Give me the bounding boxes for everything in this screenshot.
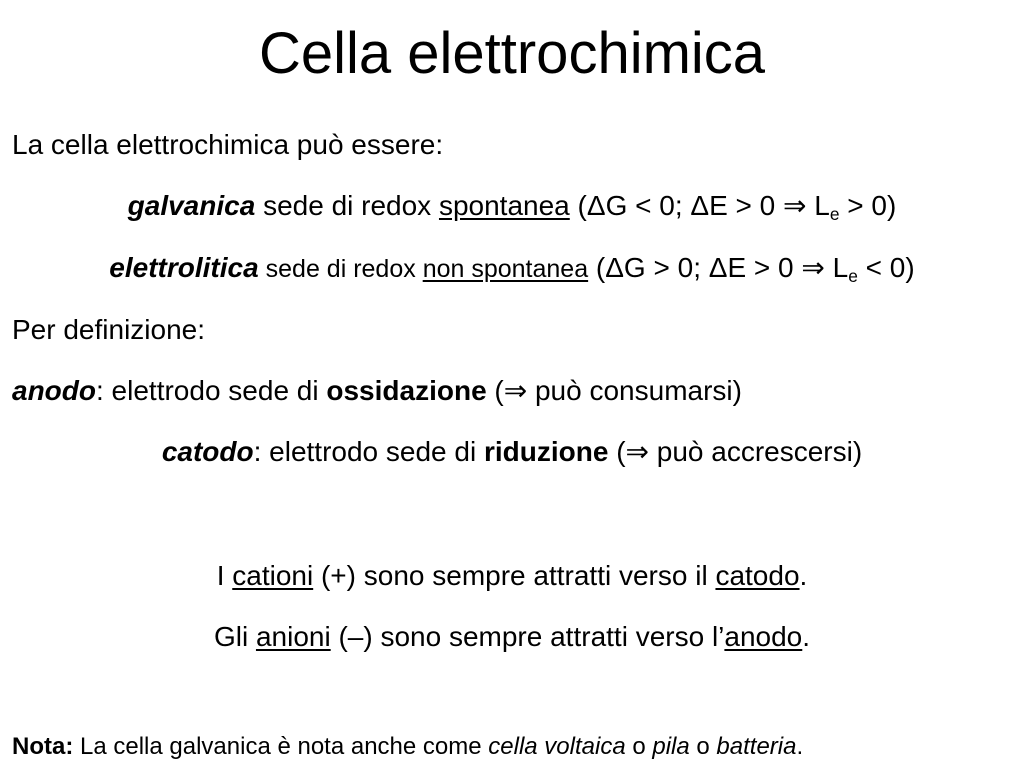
anodo-line <box>12 373 742 409</box>
elettrolitica-term: elettrolitica <box>109 252 259 283</box>
slide-title: Cella elettrochimica <box>258 21 766 86</box>
note-sep-1: o <box>625 733 653 760</box>
catodo-term: catodo <box>161 436 254 467</box>
galvanica-line <box>0 188 1024 224</box>
cations-pre: I <box>216 560 233 591</box>
note-text: La cella galvanica è nota anche come <box>73 733 489 760</box>
note-term-voltaica: cella voltaica <box>488 733 626 760</box>
note-term-batteria: batteria <box>716 733 797 760</box>
note-label: Nota: <box>12 733 74 760</box>
note-sep-2: o <box>689 733 717 760</box>
galvanica-term: galvanica <box>127 190 256 221</box>
intro-text: La cella elettrochimica può essere: <box>12 129 444 160</box>
galvanica-underlined: spontanea <box>438 190 570 221</box>
galvanica-subscript: e <box>829 203 840 224</box>
elettrolitica-condition-end: < 0) <box>857 252 915 283</box>
galvanica-text: sede di redox <box>255 190 439 221</box>
anodo-bold: ossidazione <box>326 375 487 406</box>
catodo-bold: riduzione <box>483 436 609 467</box>
note-end: . <box>796 733 804 760</box>
definition-heading: Per definizione: <box>12 314 206 345</box>
cations-mid: (+) sono sempre attratti verso il <box>313 560 716 591</box>
anodo-tail: (⇒ può consumarsi) <box>486 375 742 406</box>
note-term-pila: pila <box>652 733 690 760</box>
cations-target: catodo <box>715 560 800 591</box>
anions-line <box>0 619 1024 655</box>
catodo-text: : elettrodo sede di <box>253 436 484 467</box>
anodo-text: : elettrodo sede di <box>96 375 327 406</box>
galvanica-condition-end: > 0) <box>839 190 897 221</box>
anodo-term: anodo <box>12 375 96 406</box>
anions-word: anioni <box>255 621 331 652</box>
elettrolitica-underlined: non spontanea <box>422 255 589 283</box>
anions-target: anodo <box>724 621 803 652</box>
anions-mid: (–) sono sempre attratti verso l’ <box>330 621 725 652</box>
elettrolitica-condition: (ΔG > 0; ΔE > 0 ⇒ L <box>588 252 849 283</box>
note-line <box>12 731 803 763</box>
elettrolitica-subscript: e <box>848 265 858 286</box>
cations-line <box>0 558 1024 594</box>
elettrolitica-text: sede di redox <box>258 255 423 283</box>
elettrolitica-line <box>0 250 1024 287</box>
cations-end: . <box>799 560 808 591</box>
catodo-tail: (⇒ può accrescersi) <box>608 436 863 467</box>
anions-pre: Gli <box>213 621 256 652</box>
cations-word: cationi <box>232 560 314 591</box>
catodo-line <box>0 434 1024 470</box>
anions-end: . <box>802 621 811 652</box>
galvanica-condition: (ΔG < 0; ΔE > 0 ⇒ L <box>569 190 830 221</box>
